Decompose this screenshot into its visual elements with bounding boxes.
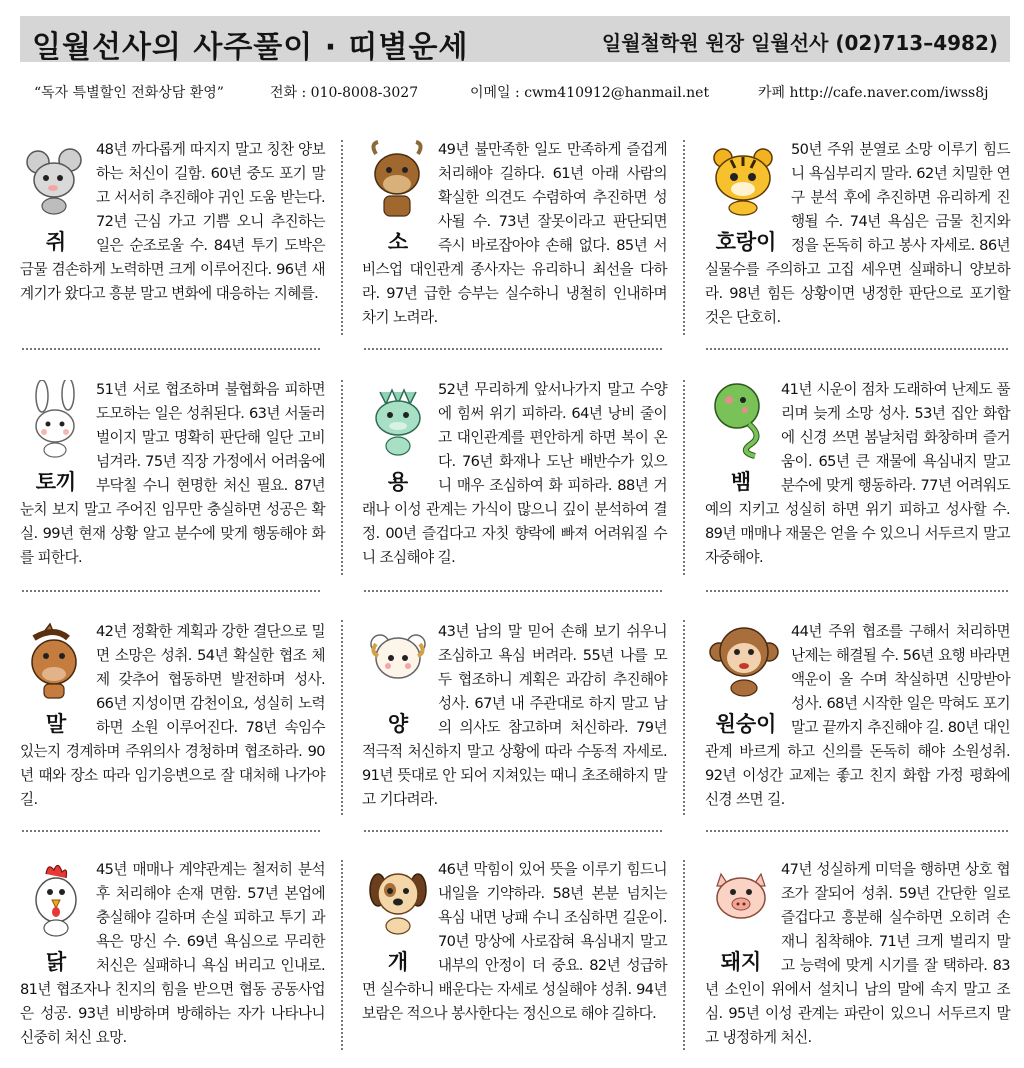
divider [22, 348, 320, 350]
zodiac-name: 토끼 [35, 470, 77, 494]
zodiac-name: 용 [387, 470, 409, 494]
zodiac-entry-rooster [20, 858, 325, 1068]
fortune-text: 41년 시운이 점차 도래하여 난제도 풀리며 늦게 소망 성사. 53년 집안 화합에 신경 쓰면 봄날처럼 화창하며 즐거움이. 65년 큰 재물에 욕심내지 말고 분수에 맞게 행동하라. 77년 어려워도 예의 지키고 성실히 하면 위기 피하고 성사할 수. 89년 매매나 재물은 얻을 수 있으니 서두르지 말고 자중해야. [705, 381, 1010, 566]
zodiac-name: 원숭이 [715, 712, 777, 736]
divider [706, 830, 1008, 832]
author-info: 일월철학원 원장 일월선사 (02)713–4982) [601, 31, 998, 55]
zodiac-entry-horse [20, 620, 325, 830]
zodiac-figure [362, 858, 434, 976]
zodiac-figure [705, 620, 787, 738]
column-divider [683, 860, 685, 1050]
pig-icon [709, 860, 773, 940]
zodiac-figure [20, 138, 92, 256]
column-divider [341, 140, 343, 335]
zodiac-figure [362, 620, 434, 738]
page-title: 일월선사의 사주풀이 · 띠별운세 [32, 30, 469, 65]
zodiac-figure [705, 378, 777, 496]
rat-icon [24, 140, 88, 216]
rooster-icon [24, 860, 88, 940]
zodiac-name: 소 [387, 230, 409, 254]
zodiac-figure [20, 620, 92, 738]
zodiac-figure [362, 378, 434, 496]
fortune-text: 43년 남의 말 믿어 손해 보기 쉬우니 조심하고 욕심 버려라. 55년 나를 모두 협조하니 계획은 과감히 추진해야 성사. 67년 내 주관대로 하지 말고 남의 의사도 참고하며 처신하라. 79년 적극적 처신하지 말고 상황에 따라 수동적 자세로. 91년 뜻대로 안 되어 지쳐있는 때니 초조해하지 말고 기다려라. [362, 623, 667, 808]
fortune-text: 44년 주위 협조를 구해서 처리하면 난제는 해결될 수. 56년 요행 바라면 액운이 올 수며 착실하면 신망받아 성사. 68년 시작한 일은 막혀도 포기 말고 끝까지 추진해야 길. 80년 대인관계 바르게 하고 신의를 돈독히 해야 소원성취. 92년 이성간 교제는 좋고 친지 화합 가정 평화에 신경 쓰면 길. [705, 623, 1010, 808]
fortune-text: 52년 무리하게 앞서나가지 말고 수양에 힘써 위기 피하라. 64년 낭비 줄이고 대인관계를 편안하게 하면 복이 온다. 76년 화재나 도난 배반수가 있으니 매우 조심하여 화 피하라. 88년 거래나 이성 관계는 가식이 많으니 깊이 분석하여 결정. 00년 즐겁다고 자칫 향락에 빠져 어려워질 수니 조심해야 길. [362, 381, 667, 566]
monkey-icon [709, 622, 779, 698]
divider [364, 348, 662, 350]
zodiac-name: 호랑이 [715, 230, 777, 254]
phone-text: 전화 : 010-8008-3027 [270, 85, 419, 101]
fortune-text: 49년 불만족한 일도 만족하게 즐겁게 처리해야 길하다. 61년 아래 사람의 확실한 의견도 수렴하여 추진하면 성사될 수. 73년 잘못이라고 판단되면 즉시 바로잡아야 손해 없다. 85년 서비스업 대인관계 종사자는 유리하니 최선을 다하라. 97년 급한 승부는 실수하니 냉철히 인내하며 차기 노려라. [362, 141, 667, 326]
zodiac-figure [20, 858, 92, 976]
fortune-text: 45년 매매나 계약관계는 철저히 분석 후 처리해야 손재 면함. 57년 본업에 충실해야 길하며 손실 피하고 투기 과욕은 망신 수. 69년 욕심으로 무리한 처신은 실패하니 욕심 버리고 인내로. 81년 협조자나 친지의 힘을 받으면 협동 공동사업은 성공. 93년 비방하며 방해하는 자가 나타나니 신중히 처신 요망. [20, 861, 325, 1046]
zodiac-name: 말 [45, 712, 67, 736]
snake-icon [709, 380, 773, 460]
zodiac-name: 닭 [45, 950, 67, 974]
column-divider [341, 380, 343, 575]
zodiac-name: 개 [387, 950, 409, 974]
cafe-link[interactable]: 카페 http://cafe.naver.com/iwss8j [758, 85, 989, 101]
divider [22, 590, 320, 592]
zodiac-name: 양 [387, 712, 409, 736]
divider [22, 830, 320, 832]
sheep-icon [366, 622, 430, 702]
zodiac-entry-pig [705, 858, 1010, 1068]
zodiac-entry-dragon [362, 378, 667, 588]
zodiac-entry-sheep [362, 620, 667, 830]
rabbit-icon [24, 380, 88, 460]
divider [706, 590, 1008, 592]
zodiac-entry-ox [362, 138, 667, 348]
zodiac-figure [705, 138, 787, 256]
column-divider [683, 380, 685, 575]
zodiac-figure [362, 138, 434, 256]
column-divider [683, 620, 685, 815]
column-divider [683, 140, 685, 335]
promo-text: “독자 특별할인 전화상담 환영” [34, 85, 224, 101]
horse-icon [24, 622, 88, 702]
zodiac-name: 뱀 [730, 470, 752, 494]
divider [706, 348, 1008, 350]
ox-icon [366, 140, 430, 220]
zodiac-name: 쥐 [45, 230, 67, 254]
zodiac-figure [705, 858, 777, 976]
zodiac-figure [20, 378, 92, 496]
zodiac-entry-monkey [705, 620, 1010, 830]
email-text: 이메일 : cwm410912@hanmail.net [470, 85, 710, 101]
dog-icon [366, 860, 430, 940]
column-divider [341, 860, 343, 1050]
fortune-text: 46년 막힘이 있어 뜻을 이루기 힘드니 내일을 기약하라. 58년 본분 넘치는 욕심 내면 낭패 수니 조심하면 길운이. 70년 망상에 사로잡혀 욕심내지 말고 내부의 안정이 더 중요. 82년 성급하면 실수하니 배운다는 자세로 성실해야 성취. 94년 보람은 적으나 봉사한다는 정신으로 해야 길하다. [362, 861, 667, 1022]
zodiac-entry-dog [362, 858, 667, 1068]
dragon-icon [366, 380, 430, 460]
zodiac-entry-snake [705, 378, 1010, 588]
fortune-text: 50년 주위 분열로 소망 이루기 힘드니 욕심부리지 말라. 62년 치밀한 연구 분석 후에 추진하면 유리하게 진행될 수. 74년 욕심은 금물 친지와 정을 돈독히 하고 봉사 자세로. 86년 실물수를 주의하고 고집 세우면 실패하니 양보하라. 98년 힘든 상황이면 냉정한 판단으로 포기할 것은 단호히. [705, 141, 1010, 326]
divider [364, 830, 662, 832]
column-divider [341, 620, 343, 815]
zodiac-entry-rat [20, 138, 325, 348]
fortune-text: 48년 까다롭게 따지지 말고 칭찬 양보하는 처신이 길함. 60년 중도 포기 말고 서서히 추진해야 귀인 도움 받는다. 72년 근심 가고 기쁨 오니 추진하는 일은 순조로울 수. 84년 투기 도박은 금물 겸손하게 노력하면 크게 이루어진다. 96년 새 계기가 왔다고 흥분 말고 변화에 대응하는 지혜를. [20, 141, 325, 302]
fortune-text: 42년 정확한 계획과 강한 결단으로 밀면 소망은 성취. 54년 확실한 협조 체제 갖추어 협동하면 발전하며 성사. 66년 지성이면 감천이요, 성실히 노력하면 소원 이루어진다. 78년 속임수 있는지 경계하며 주위의사 경청하며 협조하라. 90년 때와 장소 따라 임기응변으로 잘 대처해 나가야 길. [20, 623, 325, 808]
header-banner [20, 16, 1010, 65]
zodiac-entry-tiger [705, 138, 1010, 348]
divider [364, 590, 662, 592]
zodiac-entry-rabbit [20, 378, 325, 588]
zodiac-name: 돼지 [720, 950, 762, 974]
fortune-text: 47년 성실하게 미덕을 행하면 상호 협조가 잘되어 성취. 59년 간단한 일로 즐겁다고 흥분해 실수하면 오히려 손재니 침착해야. 71년 크게 벌리지 말고 능력에 맞게 시기를 잘 택하라. 83년 소인이 위에서 설치니 남의 말에 속지 말고 조심. 95년 이성 관계는 파란이 있으니 서두르지 말고 냉정하게 처신. [705, 861, 1010, 1046]
fortune-text: 51년 서로 협조하며 불협화음 피하면 도모하는 일은 성취된다. 63년 서둘러 벌이지 말고 명확히 판단해 일단 고비 넘겨라. 75년 직장 가정에서 어려움에 부닥칠 수니 현명한 처신 필요. 87년 눈치 보지 말고 주어진 임무만 충실하면 성공은 확실. 99년 현재 상황 알고 분수에 맞게 행동해야 화를 피한다. [20, 381, 325, 566]
tiger-icon [709, 140, 779, 216]
